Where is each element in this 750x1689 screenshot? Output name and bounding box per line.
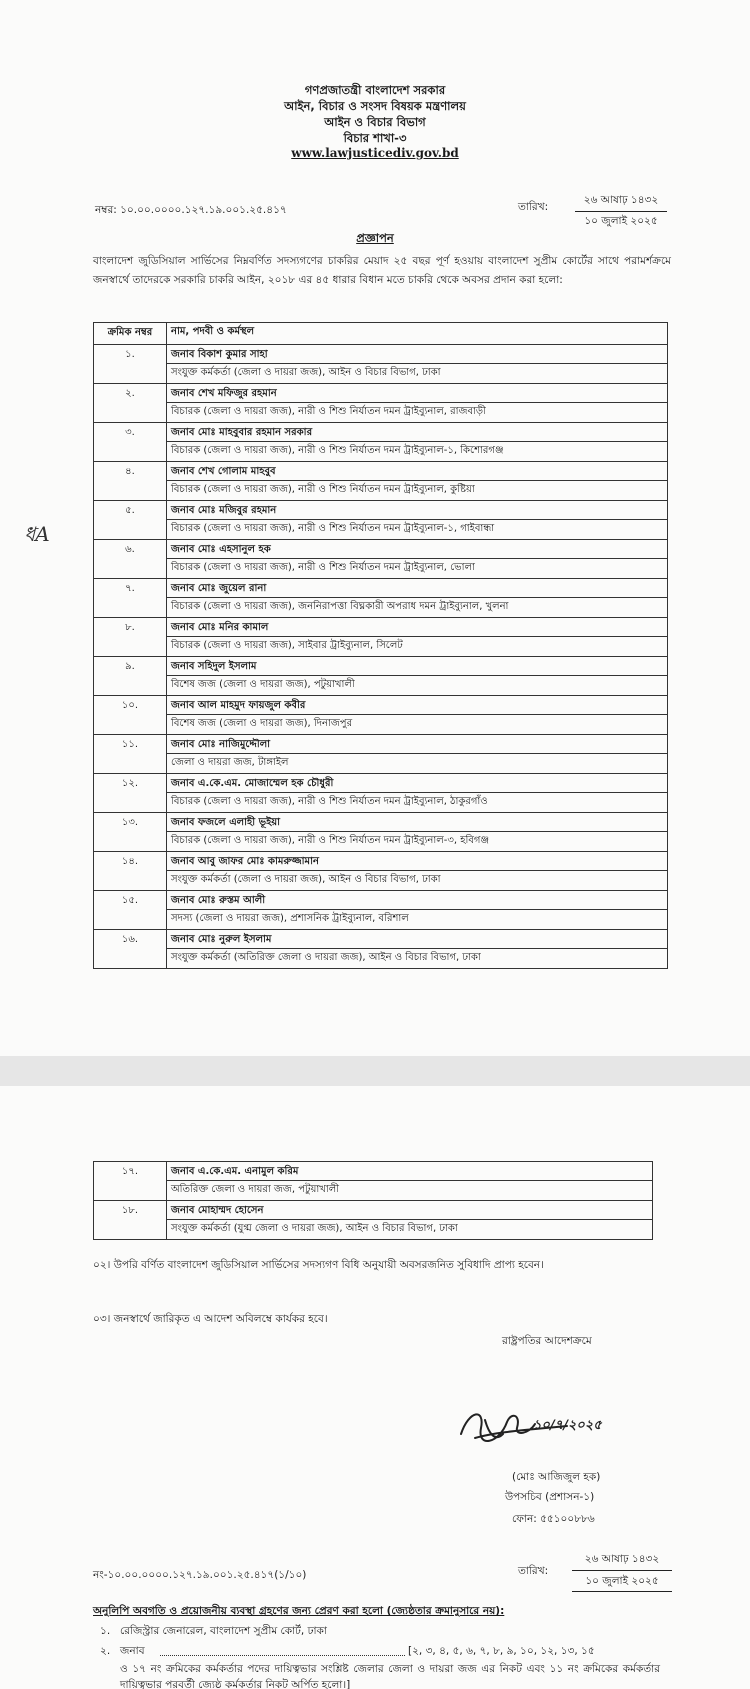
officer-name: জনাব মোঃ মনির কামাল <box>171 622 269 633</box>
officer-designation: বিশেষ জজ (জেলা ও দায়রা জজ), পটুয়াখালী <box>167 675 667 694</box>
details-header: নাম, পদবী ও কর্মস্থল <box>167 323 668 345</box>
memo-date-label: তারিখ: <box>518 201 549 213</box>
table-row <box>94 345 668 384</box>
officer-name: জনাব শেখ মফিজুর রহমান <box>171 388 277 399</box>
letterhead-branch: বিচার শাখা-৩ <box>343 131 407 145</box>
table-row <box>94 540 668 579</box>
serial-number: ৪. <box>94 462 167 501</box>
copy-item-1-number: ১. <box>100 1625 111 1637</box>
serial-number: ৫. <box>94 501 167 540</box>
officer-name: জনাব সহিদুল ইসলাম <box>171 661 257 672</box>
officer-designation: বিচারক (জেলা ও দায়রা জজ), নারী ও শিশু নির্যাতন দমন ট্রাইব্যুনাল-১, কিশোরগঞ্জ <box>167 441 667 460</box>
copy-item-1-text: রেজিস্ট্রার জেনারেল, বাংলাদেশ সুপ্রীম কোর্ট, ঢাকা <box>120 1625 327 1637</box>
table-row <box>94 735 668 774</box>
serial-number: ৯. <box>94 657 167 696</box>
officer-designation: জেলা ও দায়রা জজ, টাঙ্গাইল <box>167 753 667 772</box>
officer-name: জনাব ফজলে এলাহী ভূইয়া <box>171 817 281 828</box>
serial-number: ১. <box>94 345 167 384</box>
presidential-order-line: রাষ্ট্রপতির আদেশক্রমে <box>502 1335 592 1347</box>
serial-number: ১৪. <box>94 852 167 891</box>
officer-designation: সংযুক্ত কর্মকর্তা (জেলা ও দায়রা জজ), আইন ও বিচার বিভাগ, ঢাকা <box>167 363 667 382</box>
officer-designation: সদস্য (জেলা ও দায়রা জজ), প্রশাসনিক ট্রাইব্যুনাল, বরিশাল <box>167 909 667 928</box>
officer-designation: বিচারক (জেলা ও দায়রা জজ), জননিরাপত্তা বিঘ্নকারী অপরাধ দমন ট্রাইব্যুনাল, খুলনা <box>167 597 667 616</box>
officer-designation: বিচারক (জেলা ও দায়রা জজ), নারী ও শিশু নির্যাতন দমন ট্রাইব্যুনাল-৩, হবিগঞ্জ <box>167 831 667 850</box>
letterhead-website-link[interactable]: www.lawjusticediv.gov.bd <box>291 146 459 160</box>
officer-name: জনাব মোঃ মজিবুর রহমান <box>171 505 277 516</box>
officer-designation: বিচারক (জেলা ও দায়রা জজ), নারী ও শিশু নির্যাতন দমন ট্রাইব্যুনাল, ভোলা <box>167 558 667 577</box>
table-row <box>94 852 668 891</box>
serial-number: ১৮. <box>94 1201 167 1240</box>
officer-name: জনাব বিকাশ কুমার সাহা <box>171 349 268 360</box>
memo-number-copy: নং-১০.০০.০০০০.১২৭.১৯.০০১.২৫.৪১৭(১/১০) <box>93 1569 307 1581</box>
officer-designation: সংযুক্ত কর্মকর্তা (অতিরিক্ত জেলা ও দায়রা জজ), আইন ও বিচার বিভাগ, ঢাকা <box>167 948 667 967</box>
officer-name: জনাব আল মাহমুদ ফায়জুল কবীর <box>171 700 306 711</box>
margin-handwritten-mark: ধA <box>24 522 50 546</box>
serial-header: ক্রমিক নম্বর <box>94 323 167 345</box>
table-row <box>94 696 668 735</box>
signature-date-scrawl: ১০/৭/২০২৫ <box>533 1418 602 1433</box>
signatory-phone: ফোন: ৫৫১০০৮৮৬ <box>512 1513 595 1525</box>
signatory-designation: উপসচিব (প্রশাসন-১) <box>505 1491 595 1503</box>
officer-name: জনাব মোঃ নাজিমুদ্দৌলা <box>171 739 271 750</box>
serial-number: ৬. <box>94 540 167 579</box>
paragraph-03: ০৩। জনস্বার্থে জারিকৃত এ আদেশ অবিলম্বে কার্যকর হবে। <box>93 1313 328 1325</box>
serial-number: ১৬. <box>94 930 167 969</box>
officer-designation: বিচারক (জেলা ও দায়রা জজ), নারী ও শিশু নির্যাতন দমন ট্রাইব্যুনাল, রাজবাড়ী <box>167 402 667 421</box>
letterhead-ministry: আইন, বিচার ও সংসদ বিষয়ক মন্ত্রণালয় <box>284 99 466 113</box>
table-row <box>94 462 668 501</box>
officer-designation: বিচারক (জেলা ও দায়রা জজ), নারী ও শিশু নির্যাতন দমন ট্রাইব্যুনাল, কুষ্টিয়া <box>167 480 667 499</box>
table-row <box>94 1162 653 1201</box>
officer-name: জনাব এ.কে.এম. মোজাম্মেল হক চৌধুরী <box>171 778 334 789</box>
signature-block <box>455 1404 655 1464</box>
officer-designation: সংযুক্ত কর্মকর্তা (জেলা ও দায়রা জজ), আইন ও বিচার বিভাগ, ঢাকা <box>167 870 667 889</box>
serial-number: ১২. <box>94 774 167 813</box>
officer-designation: সংযুক্ত কর্মকর্তা (যুগ্ম জেলা ও দায়রা জজ), আইন ও বিচার বিভাগ, ঢাকা <box>167 1219 652 1238</box>
table-row <box>94 813 668 852</box>
serial-number: ৭. <box>94 579 167 618</box>
officer-designation: বিচারক (জেলা ও দায়রা জজ), নারী ও শিশু নির্যাতন দমন ট্রাইব্যুনাল, ঠাকুরগাঁও <box>167 792 667 811</box>
copy-item-2-serials: [২, ৩, ৪, ৫, ৬, ৭, ৮, ৯, ১০, ১২, ১৩, ১৫ <box>408 1645 595 1657</box>
document-page-2 <box>0 1086 750 1689</box>
officer-name: জনাব আবু জাফর মোঃ কামরুজ্জামান <box>171 856 319 867</box>
table-row <box>94 774 668 813</box>
table-row <box>94 579 668 618</box>
officer-name: জনাব মোঃ মাহবুবার রহমান সরকার <box>171 427 313 438</box>
officer-name: জনাব শেখ গোলাম মাহবুব <box>171 466 276 477</box>
serial-number: ১৭. <box>94 1162 167 1201</box>
table-header-row <box>94 323 668 345</box>
table-row <box>94 1201 653 1240</box>
table-row <box>94 891 668 930</box>
serial-number: ১০. <box>94 696 167 735</box>
table-row <box>94 930 668 969</box>
serial-number: ১৩. <box>94 813 167 852</box>
memo-number: নম্বর: ১০.০০.০০০০.১২৭.১৯.০০১.২৫.৪১৭ <box>95 204 287 216</box>
serial-number: ৮. <box>94 618 167 657</box>
letterhead-government: গণপ্রজাতন্ত্রী বাংলাদেশ সরকার <box>304 83 446 97</box>
copy-item-2-number: ২. <box>100 1645 111 1657</box>
table-row <box>94 423 668 462</box>
officer-name: জনাব মোঃ নুরুল ইসলাম <box>171 934 272 945</box>
officer-designation: বিচারক (জেলা ও দায়রা জজ), সাইবার ট্রাইব্যুনাল, সিলেট <box>167 636 667 655</box>
officer-name: জনাব মোঃ এহসানুল হক <box>171 544 271 555</box>
serial-number: ৩. <box>94 423 167 462</box>
serial-number: ১৫. <box>94 891 167 930</box>
officer-designation: অতিরিক্ত জেলা ও দায়রা জজ, পটুয়াখালী <box>167 1180 652 1199</box>
officer-name: জনাব মোঃ জুয়েল রানা <box>171 583 267 594</box>
serial-number: ১১. <box>94 735 167 774</box>
copy-item-2-label: জনাব <box>120 1645 145 1657</box>
table-row <box>94 384 668 423</box>
notification-title: প্রজ্ঞাপন <box>356 231 394 245</box>
signatory-name: (মোঃ আজিজুল হক) <box>512 1471 601 1483</box>
copy-item-2-blank-line <box>160 1655 405 1656</box>
officer-designation: বিশেষ জজ (জেলা ও দায়রা জজ), দিনাজপুর <box>167 714 667 733</box>
paragraph-02: ০২। উপরি বর্ণিত বাংলাদেশ জুডিসিয়াল সার্ভিসের সদস্যগণ বিধি অনুযায়ী অবসরজনিত সুবিধাদি প্রাপ্য হবেন। <box>93 1259 544 1271</box>
retirement-table <box>93 322 668 969</box>
officer-name: জনাব এ.কে.এম. এনামুল করিম <box>171 1166 299 1177</box>
copy-item-2-continuation: ও ১৭ নং ক্রমিকের কর্মকর্তার পদের দায়িত্বভার সংশ্লিষ্ট জেলার জেলা ও দায়রা জজ এর নিকট এবং ১১ নং ক্রমিকের কর্মকর্তার দায়িত্বভার পরবর্তী জ্যেষ্ঠ কর্মকর্তার নিকট অর্পিত হলো।] <box>120 1663 660 1689</box>
serial-number: ২. <box>94 384 167 423</box>
officer-designation: বিচারক (জেলা ও দায়রা জজ), নারী ও শিশু নির্যাতন দমন ট্রাইব্যুনাল-১, গাইবান্ধা <box>167 519 667 538</box>
copy-heading: অনুলিপি অবগতি ও প্রয়োজনীয় ব্যবস্থা গ্রহণের জন্য প্রেরণ করা হলো (জ্যেষ্ঠতার ক্রমানুসারে নয়): <box>93 1605 505 1617</box>
letterhead-division: আইন ও বিচার বিভাগ <box>324 115 426 129</box>
table-row <box>94 657 668 696</box>
memo-date-bangla-copy: ২৬ আষাঢ় ১৪৩২ <box>572 1552 672 1571</box>
officer-name: জনাব মোহাম্মদ হোসেন <box>171 1205 264 1216</box>
intro-paragraph: বাংলাদেশ জুডিসিয়াল সার্ভিসের নিম্নবর্ণিত সদস্যগণের চাকরির মেয়াদ ২৫ বছর পূর্ণ হওয়ায় বাংলাদেশ সুপ্রীম কোর্টের সাথে পরামর্শক্রমে জনস্বার্থে তাদেরকে সরকারি চাকরি আইন, ২০১৮ এর ৪৫ ধারার বিধান মতে চাকরি থেকে অবসর প্রদান করা হলো: <box>93 255 671 286</box>
memo-date-label-copy: তারিখ: <box>518 1565 549 1577</box>
memo-date-english-copy: ১০ জুলাই ২০২৫ <box>572 1574 672 1592</box>
table-row <box>94 618 668 657</box>
officer-name: জনাব মোঃ রুস্তম আলী <box>171 895 266 906</box>
retirement-table-continued <box>93 1161 653 1240</box>
table-row <box>94 501 668 540</box>
memo-date-bangla: ২৬ আষাঢ় ১৪৩২ <box>575 193 667 212</box>
memo-date-english: ১০ জুলাই ২০২৫ <box>584 215 658 227</box>
letterhead <box>0 82 750 160</box>
